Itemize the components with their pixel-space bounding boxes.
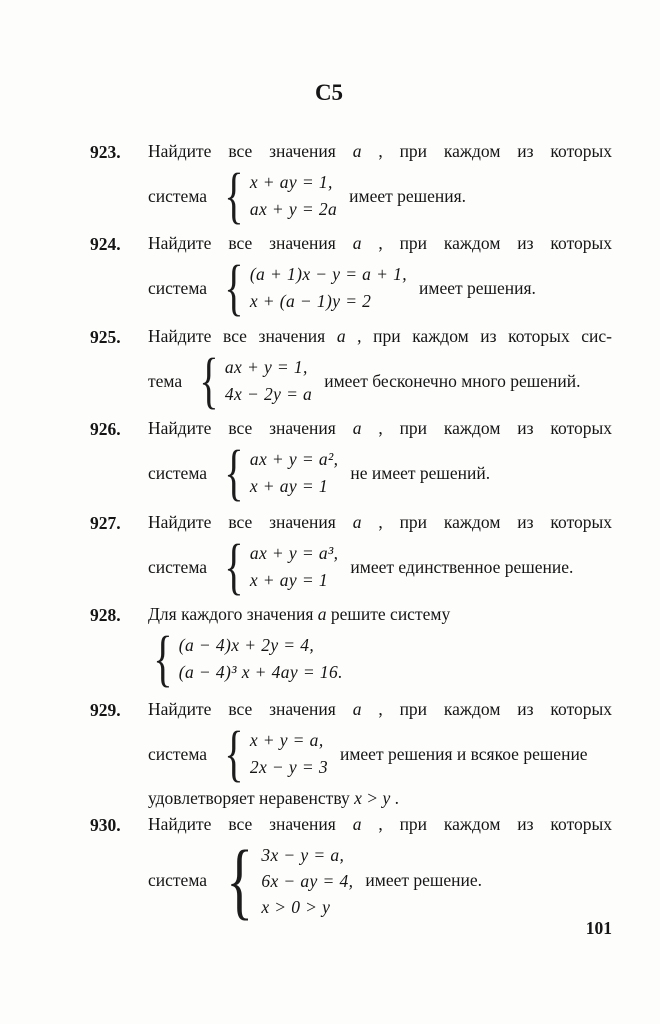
system-brace: { [224,254,244,322]
system-brace: { [224,533,244,601]
equation-line: 6x − ay = 4, [261,870,354,891]
system-brace: { [224,439,244,507]
equation-line: ax + y = 1, [224,357,308,378]
equation-line: (a − 4)³ x + 4ay = 16. [178,662,343,683]
equation-system [148,625,343,693]
equation-system [219,254,408,322]
system-lead: система [148,185,208,206]
equation-line: x + (a − 1)y = 2 [249,291,372,312]
intro-text: Найдите все значения [148,699,336,719]
intro-text: Найдите все значения [148,418,336,438]
problem-number: 928. [90,605,121,625]
system-tail: не имеет решений. [350,462,491,483]
system-row [148,162,612,230]
equation-line: ax + y = 2a [249,199,338,220]
equation-line: x > 0 > y [261,896,331,917]
equation-system [194,347,313,415]
system-row [148,347,612,415]
equation-line: x + ay = 1 [249,476,328,497]
intro-text: , при каждом из которых [378,512,612,532]
equation-lines [250,727,328,781]
intro-text: решите систему [330,604,451,624]
system-tail: имеет решение. [365,870,483,891]
problem-927 [90,510,612,601]
equation-line: ax + y = a³, [249,543,339,564]
system-brace: { [224,162,244,230]
system-tail: имеет решения и всякое решение [339,743,588,764]
problem-intro [148,697,612,721]
intro-text: Найдите все значения [148,512,336,532]
system-row [148,625,612,693]
equation-line: x + ay = 1 [249,570,328,591]
math-var: a [352,418,362,438]
math-var: a [352,512,362,532]
intro-text: , при каждом из которых [378,233,612,253]
constraint-line [148,786,612,810]
system-lead: система [148,462,208,483]
constraint-text: удовлетворяет неравенству [148,787,350,808]
math-var: a [352,814,362,834]
equation-system [219,533,339,601]
problem-925 [90,324,613,415]
equation-system [219,439,339,507]
problem-intro [148,812,612,836]
math-var: a [352,141,362,161]
math-var: a [336,326,346,346]
equation-line: x + ay = 1, [249,172,333,193]
equation-line: ax + y = a², [249,449,339,470]
equation-line: 2x − y = 3 [249,757,328,778]
equation-lines [179,632,343,686]
system-row [148,439,612,507]
problem-number: 923. [90,142,121,162]
system-row [148,254,612,322]
system-lead: тема [148,370,183,391]
problem-923 [90,139,612,230]
intro-text: , при каждом из которых [378,814,612,834]
problem-intro [148,416,612,440]
problem-number: 929. [90,700,121,720]
equation-lines [250,261,407,315]
problem-intro [148,510,612,534]
equation-line: (a + 1)x − y = a + 1, [249,264,408,285]
system-tail: имеет единственное решение. [350,556,574,577]
intro-text: Найдите все значения [148,233,336,253]
intro-text: , при каждом из которых [378,418,612,438]
equation-line: 3x − y = a, [261,844,345,865]
problem-intro [148,602,612,626]
intro-text: , при каждом из которых [378,699,612,719]
problem-924 [90,231,612,322]
problem-926 [90,416,612,507]
system-row [148,533,612,601]
math-var: x > y [354,787,391,808]
problem-intro [148,139,612,163]
math-var: a [317,604,327,624]
equation-line: x + y = a, [249,730,324,751]
constraint-text: . [394,787,399,808]
intro-text: , при каждом из которых сис- [357,326,613,346]
system-brace: { [226,832,254,928]
equation-lines [225,354,312,408]
equation-line: 4x − 2y = a [224,384,313,405]
equation-system [219,832,354,928]
equation-lines [250,540,339,594]
system-brace: { [153,625,173,693]
system-lead: система [148,277,208,298]
math-var: a [352,233,362,253]
system-brace: { [224,720,244,788]
section-header: С5 [314,80,344,105]
problem-929 [90,697,612,810]
problem-number: 925. [90,327,121,347]
system-tail: имеет бесконечно много решений. [324,370,581,391]
intro-text: , при каждом из которых [378,141,612,161]
system-lead: система [148,556,208,577]
equation-lines [250,169,337,223]
system-tail: имеет решения. [419,277,536,298]
equation-line: (a − 4)x + 2y = 4, [178,635,315,656]
equation-lines [250,446,339,500]
equation-lines [261,842,353,920]
intro-text: Найдите все значения [148,326,326,346]
equation-system [219,720,328,788]
system-lead: система [148,870,208,891]
problem-number: 930. [90,815,121,835]
intro-text: Найдите все значения [148,141,336,161]
intro-text: Найдите все значения [148,814,336,834]
problem-number: 926. [90,419,121,439]
problem-intro [148,324,612,348]
problem-number: 927. [90,513,121,533]
equation-system [219,162,338,230]
system-tail: имеет решения. [349,185,467,206]
problem-intro [148,231,612,255]
math-var: a [352,699,362,719]
system-brace: { [199,347,219,415]
page-number: 101 [585,918,612,938]
problem-number: 924. [90,234,121,254]
system-lead: система [148,743,208,764]
intro-text: Для каждого значения [148,604,314,624]
system-row [148,720,612,788]
problem-928 [90,602,612,693]
